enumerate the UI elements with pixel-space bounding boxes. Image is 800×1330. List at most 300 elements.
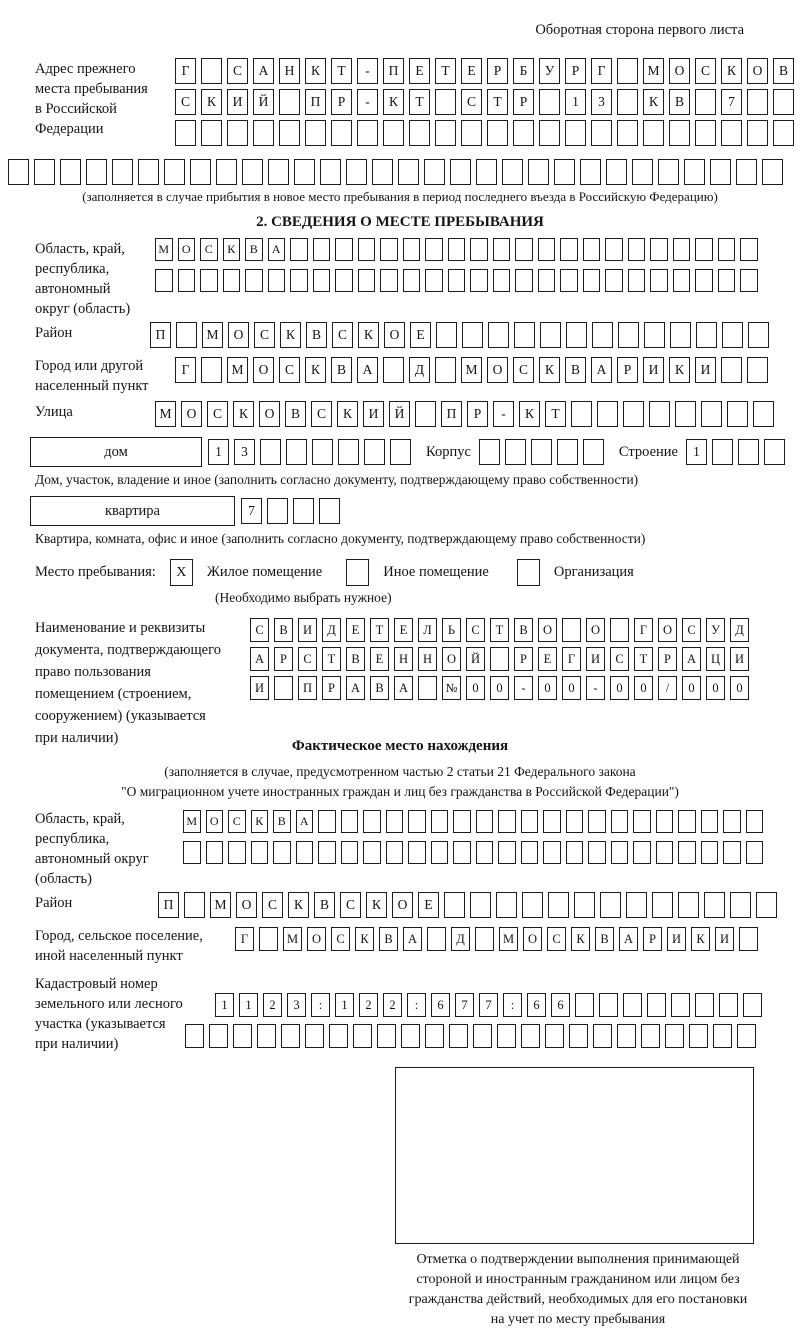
char-cell[interactable] — [363, 841, 381, 864]
char-cell[interactable]: Р — [331, 89, 352, 115]
char-cell[interactable] — [539, 89, 560, 115]
char-cell[interactable] — [476, 810, 494, 833]
char-cell[interactable]: Р — [643, 927, 662, 951]
char-cell[interactable] — [296, 841, 314, 864]
char-cell[interactable]: Г — [175, 357, 196, 383]
char-cell[interactable] — [562, 618, 581, 642]
char-cell[interactable] — [618, 322, 639, 348]
char-cell[interactable] — [450, 159, 471, 185]
char-cell[interactable]: Т — [634, 647, 653, 671]
char-cell[interactable]: К — [643, 89, 664, 115]
char-cell[interactable]: 2 — [383, 993, 402, 1017]
char-cell[interactable]: Е — [461, 58, 482, 84]
char-cell[interactable]: Д — [730, 618, 749, 642]
char-cell[interactable]: : — [311, 993, 330, 1017]
char-cell[interactable]: И — [227, 89, 248, 115]
char-cell[interactable]: С — [262, 892, 283, 918]
char-cell[interactable] — [611, 841, 629, 864]
char-cell[interactable] — [461, 120, 482, 146]
char-cell[interactable]: С — [298, 647, 317, 671]
char-cell[interactable]: Й — [253, 89, 274, 115]
char-cell[interactable]: / — [658, 676, 677, 700]
char-cell[interactable]: 6 — [527, 993, 546, 1017]
char-cell[interactable]: 1 — [215, 993, 234, 1017]
char-cell[interactable]: У — [539, 58, 560, 84]
char-cell[interactable] — [358, 269, 376, 292]
char-cell[interactable]: В — [565, 357, 586, 383]
char-cell[interactable] — [673, 238, 691, 261]
char-cell[interactable]: К — [669, 357, 690, 383]
char-cell[interactable] — [701, 841, 719, 864]
char-cell[interactable] — [670, 322, 691, 348]
char-cell[interactable] — [209, 1024, 228, 1048]
char-cell[interactable]: С — [311, 401, 332, 427]
char-cell[interactable]: А — [403, 927, 422, 951]
char-cell[interactable]: Т — [487, 89, 508, 115]
char-cell[interactable] — [448, 238, 466, 261]
char-cell[interactable] — [505, 439, 526, 465]
char-cell[interactable]: С — [682, 618, 701, 642]
char-cell[interactable]: Р — [274, 647, 293, 671]
char-cell[interactable] — [704, 892, 725, 918]
char-cell[interactable] — [290, 269, 308, 292]
char-cell[interactable] — [453, 841, 471, 864]
char-cell[interactable] — [628, 238, 646, 261]
char-cell[interactable]: С — [279, 357, 300, 383]
char-cell[interactable] — [747, 89, 768, 115]
char-cell[interactable] — [475, 927, 494, 951]
char-cell[interactable] — [521, 810, 539, 833]
char-cell[interactable]: А — [346, 676, 365, 700]
char-cell[interactable] — [341, 841, 359, 864]
char-cell[interactable] — [605, 269, 623, 292]
char-cell[interactable]: А — [296, 810, 314, 833]
char-cell[interactable] — [545, 1024, 564, 1048]
char-cell[interactable] — [273, 841, 291, 864]
char-cell[interactable] — [606, 159, 627, 185]
char-cell[interactable] — [695, 993, 714, 1017]
char-cell[interactable] — [632, 159, 653, 185]
char-cell[interactable] — [650, 269, 668, 292]
char-cell[interactable]: 0 — [634, 676, 653, 700]
char-cell[interactable]: Е — [394, 618, 413, 642]
char-cell[interactable] — [497, 1024, 516, 1048]
char-cell[interactable] — [424, 159, 445, 185]
char-cell[interactable] — [514, 322, 535, 348]
char-cell[interactable]: 3 — [591, 89, 612, 115]
char-cell[interactable]: В — [669, 89, 690, 115]
char-cell[interactable] — [746, 810, 764, 833]
char-cell[interactable]: - — [586, 676, 605, 700]
char-cell[interactable] — [515, 269, 533, 292]
char-cell[interactable] — [675, 401, 696, 427]
char-cell[interactable]: К — [288, 892, 309, 918]
char-cell[interactable] — [453, 810, 471, 833]
char-cell[interactable] — [112, 159, 133, 185]
char-cell[interactable]: К — [280, 322, 301, 348]
char-cell[interactable] — [164, 159, 185, 185]
char-cell[interactable] — [571, 401, 592, 427]
char-cell[interactable]: П — [298, 676, 317, 700]
char-cell[interactable] — [649, 401, 670, 427]
char-cell[interactable]: Г — [235, 927, 254, 951]
char-cell[interactable]: У — [706, 618, 725, 642]
char-cell[interactable]: К — [721, 58, 742, 84]
char-cell[interactable] — [747, 357, 768, 383]
char-cell[interactable]: И — [695, 357, 716, 383]
char-cell[interactable] — [718, 238, 736, 261]
char-cell[interactable] — [588, 810, 606, 833]
char-cell[interactable]: Д — [451, 927, 470, 951]
char-cell[interactable]: 2 — [359, 993, 378, 1017]
char-cell[interactable]: А — [250, 647, 269, 671]
char-cell[interactable] — [418, 676, 437, 700]
char-cell[interactable]: И — [730, 647, 749, 671]
char-cell[interactable] — [522, 892, 543, 918]
char-cell[interactable] — [730, 892, 751, 918]
char-cell[interactable]: К — [305, 357, 326, 383]
char-cell[interactable]: И — [298, 618, 317, 642]
char-cell[interactable] — [398, 159, 419, 185]
char-cell[interactable]: Г — [634, 618, 653, 642]
char-cell[interactable] — [539, 120, 560, 146]
char-cell[interactable]: С — [461, 89, 482, 115]
char-cell[interactable]: 1 — [686, 439, 707, 465]
char-cell[interactable] — [710, 159, 731, 185]
char-cell[interactable] — [721, 120, 742, 146]
char-cell[interactable]: О — [259, 401, 280, 427]
char-cell[interactable]: Е — [370, 647, 389, 671]
char-cell[interactable] — [617, 120, 638, 146]
char-cell[interactable]: О — [747, 58, 768, 84]
char-cell[interactable] — [696, 322, 717, 348]
char-cell[interactable] — [279, 89, 300, 115]
char-cell[interactable]: И — [586, 647, 605, 671]
char-cell[interactable] — [425, 238, 443, 261]
char-cell[interactable] — [566, 322, 587, 348]
char-cell[interactable]: - — [514, 676, 533, 700]
char-cell[interactable] — [740, 269, 758, 292]
char-cell[interactable] — [470, 238, 488, 261]
char-cell[interactable] — [617, 58, 638, 84]
char-cell[interactable] — [678, 892, 699, 918]
char-cell[interactable] — [279, 120, 300, 146]
char-cell[interactable] — [695, 89, 716, 115]
char-cell[interactable] — [425, 1024, 444, 1048]
char-cell[interactable] — [712, 439, 733, 465]
char-cell[interactable] — [281, 1024, 300, 1048]
char-cell[interactable]: С — [547, 927, 566, 951]
char-cell[interactable] — [380, 238, 398, 261]
char-cell[interactable]: С — [175, 89, 196, 115]
char-cell[interactable]: - — [493, 401, 514, 427]
char-cell[interactable] — [658, 159, 679, 185]
char-cell[interactable]: М — [499, 927, 518, 951]
char-cell[interactable] — [543, 810, 561, 833]
char-cell[interactable] — [60, 159, 81, 185]
other-premises-checkbox[interactable] — [346, 559, 369, 586]
char-cell[interactable] — [294, 159, 315, 185]
char-cell[interactable]: В — [273, 810, 291, 833]
char-cell[interactable] — [260, 439, 281, 465]
char-cell[interactable] — [560, 238, 578, 261]
char-cell[interactable]: С — [340, 892, 361, 918]
char-cell[interactable] — [736, 159, 757, 185]
char-cell[interactable]: Г — [591, 58, 612, 84]
char-cell[interactable] — [498, 841, 516, 864]
char-cell[interactable] — [641, 1024, 660, 1048]
char-cell[interactable]: К — [201, 89, 222, 115]
char-cell[interactable] — [448, 269, 466, 292]
char-cell[interactable]: М — [283, 927, 302, 951]
char-cell[interactable] — [554, 159, 575, 185]
char-cell[interactable] — [86, 159, 107, 185]
char-cell[interactable] — [313, 269, 331, 292]
char-cell[interactable] — [290, 238, 308, 261]
char-cell[interactable]: С — [250, 618, 269, 642]
char-cell[interactable] — [335, 238, 353, 261]
char-cell[interactable] — [566, 810, 584, 833]
char-cell[interactable] — [617, 89, 638, 115]
char-cell[interactable]: М — [210, 892, 231, 918]
char-cell[interactable] — [650, 238, 668, 261]
char-cell[interactable]: М — [183, 810, 201, 833]
char-cell[interactable]: А — [591, 357, 612, 383]
char-cell[interactable] — [722, 322, 743, 348]
char-cell[interactable] — [569, 1024, 588, 1048]
char-cell[interactable] — [200, 269, 218, 292]
char-cell[interactable]: Н — [279, 58, 300, 84]
char-cell[interactable]: 0 — [562, 676, 581, 700]
char-cell[interactable] — [531, 439, 552, 465]
char-cell[interactable]: К — [251, 810, 269, 833]
char-cell[interactable]: М — [227, 357, 248, 383]
char-cell[interactable]: 0 — [490, 676, 509, 700]
char-cell[interactable] — [363, 810, 381, 833]
char-cell[interactable]: О — [392, 892, 413, 918]
char-cell[interactable] — [665, 1024, 684, 1048]
char-cell[interactable] — [611, 810, 629, 833]
char-cell[interactable]: С — [466, 618, 485, 642]
char-cell[interactable] — [431, 810, 449, 833]
char-cell[interactable] — [713, 1024, 732, 1048]
char-cell[interactable] — [737, 1024, 756, 1048]
char-cell[interactable] — [493, 269, 511, 292]
char-cell[interactable] — [274, 676, 293, 700]
char-cell[interactable] — [538, 238, 556, 261]
char-cell[interactable] — [357, 120, 378, 146]
char-cell[interactable]: 0 — [730, 676, 749, 700]
char-cell[interactable] — [583, 269, 601, 292]
char-cell[interactable] — [312, 439, 333, 465]
char-cell[interactable] — [377, 1024, 396, 1048]
char-cell[interactable]: 0 — [706, 676, 725, 700]
char-cell[interactable] — [647, 993, 666, 1017]
char-cell[interactable] — [380, 269, 398, 292]
char-cell[interactable]: А — [619, 927, 638, 951]
char-cell[interactable] — [575, 993, 594, 1017]
char-cell[interactable] — [313, 238, 331, 261]
char-cell[interactable] — [329, 1024, 348, 1048]
char-cell[interactable] — [718, 269, 736, 292]
char-cell[interactable]: 0 — [466, 676, 485, 700]
char-cell[interactable]: О — [538, 618, 557, 642]
char-cell[interactable] — [318, 841, 336, 864]
char-cell[interactable]: Е — [410, 322, 431, 348]
char-cell[interactable] — [305, 120, 326, 146]
char-cell[interactable]: 1 — [239, 993, 258, 1017]
char-cell[interactable]: Т — [545, 401, 566, 427]
char-cell[interactable] — [689, 1024, 708, 1048]
char-cell[interactable] — [425, 269, 443, 292]
char-cell[interactable] — [515, 238, 533, 261]
char-cell[interactable]: К — [691, 927, 710, 951]
char-cell[interactable]: 1 — [565, 89, 586, 115]
char-cell[interactable] — [723, 841, 741, 864]
char-cell[interactable] — [695, 238, 713, 261]
char-cell[interactable]: И — [643, 357, 664, 383]
char-cell[interactable]: Р — [467, 401, 488, 427]
char-cell[interactable] — [401, 1024, 420, 1048]
char-cell[interactable] — [488, 322, 509, 348]
char-cell[interactable]: Р — [487, 58, 508, 84]
char-cell[interactable]: О — [253, 357, 274, 383]
char-cell[interactable]: М — [202, 322, 223, 348]
char-cell[interactable] — [723, 810, 741, 833]
char-cell[interactable]: А — [357, 357, 378, 383]
char-cell[interactable] — [739, 927, 758, 951]
char-cell[interactable] — [470, 269, 488, 292]
char-cell[interactable]: С — [254, 322, 275, 348]
char-cell[interactable] — [490, 647, 509, 671]
char-cell[interactable]: 3 — [234, 439, 255, 465]
char-cell[interactable]: И — [363, 401, 384, 427]
char-cell[interactable]: В — [274, 618, 293, 642]
char-cell[interactable] — [268, 269, 286, 292]
char-cell[interactable] — [773, 120, 794, 146]
char-cell[interactable] — [652, 892, 673, 918]
char-cell[interactable] — [390, 439, 411, 465]
char-cell[interactable]: 2 — [263, 993, 282, 1017]
char-cell[interactable]: С — [332, 322, 353, 348]
char-cell[interactable] — [427, 927, 446, 951]
char-cell[interactable] — [626, 892, 647, 918]
char-cell[interactable]: 7 — [479, 993, 498, 1017]
char-cell[interactable] — [644, 322, 665, 348]
char-cell[interactable] — [543, 841, 561, 864]
char-cell[interactable]: Р — [617, 357, 638, 383]
char-cell[interactable] — [623, 401, 644, 427]
char-cell[interactable]: О — [384, 322, 405, 348]
char-cell[interactable] — [259, 927, 278, 951]
char-cell[interactable]: К — [355, 927, 374, 951]
char-cell[interactable]: И — [667, 927, 686, 951]
char-cell[interactable] — [216, 159, 237, 185]
char-cell[interactable]: О — [658, 618, 677, 642]
char-cell[interactable] — [628, 269, 646, 292]
char-cell[interactable]: С — [227, 58, 248, 84]
char-cell[interactable] — [346, 159, 367, 185]
char-cell[interactable] — [206, 841, 224, 864]
char-cell[interactable] — [176, 322, 197, 348]
char-cell[interactable]: О — [586, 618, 605, 642]
char-cell[interactable]: Р — [513, 89, 534, 115]
char-cell[interactable] — [286, 439, 307, 465]
char-cell[interactable] — [257, 1024, 276, 1048]
char-cell[interactable]: Й — [466, 647, 485, 671]
char-cell[interactable]: В — [331, 357, 352, 383]
char-cell[interactable]: В — [514, 618, 533, 642]
char-cell[interactable] — [462, 322, 483, 348]
char-cell[interactable] — [528, 159, 549, 185]
char-cell[interactable]: С — [610, 647, 629, 671]
char-cell[interactable] — [633, 841, 651, 864]
char-cell[interactable] — [436, 322, 457, 348]
char-cell[interactable] — [493, 238, 511, 261]
char-cell[interactable] — [431, 841, 449, 864]
char-cell[interactable] — [513, 120, 534, 146]
char-cell[interactable]: № — [442, 676, 461, 700]
char-cell[interactable]: Р — [514, 647, 533, 671]
char-cell[interactable] — [721, 357, 742, 383]
char-cell[interactable] — [566, 841, 584, 864]
char-cell[interactable] — [473, 1024, 492, 1048]
char-cell[interactable] — [409, 120, 430, 146]
char-cell[interactable] — [588, 841, 606, 864]
char-cell[interactable]: О — [228, 322, 249, 348]
char-cell[interactable] — [738, 439, 759, 465]
char-cell[interactable]: В — [370, 676, 389, 700]
char-cell[interactable] — [773, 89, 794, 115]
char-cell[interactable] — [487, 120, 508, 146]
char-cell[interactable] — [253, 120, 274, 146]
char-cell[interactable]: О — [236, 892, 257, 918]
char-cell[interactable] — [449, 1024, 468, 1048]
char-cell[interactable] — [201, 120, 222, 146]
char-cell[interactable]: 7 — [721, 89, 742, 115]
char-cell[interactable]: Т — [370, 618, 389, 642]
char-cell[interactable] — [34, 159, 55, 185]
char-cell[interactable]: 0 — [538, 676, 557, 700]
char-cell[interactable] — [565, 120, 586, 146]
char-cell[interactable] — [656, 841, 674, 864]
char-cell[interactable] — [684, 159, 705, 185]
residential-checkbox[interactable]: X — [170, 559, 193, 586]
char-cell[interactable]: О — [669, 58, 690, 84]
char-cell[interactable] — [358, 238, 376, 261]
char-cell[interactable]: П — [158, 892, 179, 918]
char-cell[interactable] — [574, 892, 595, 918]
char-cell[interactable]: О — [487, 357, 508, 383]
char-cell[interactable] — [498, 810, 516, 833]
char-cell[interactable] — [600, 892, 621, 918]
char-cell[interactable]: И — [250, 676, 269, 700]
char-cell[interactable] — [338, 439, 359, 465]
char-cell[interactable] — [476, 159, 497, 185]
char-cell[interactable]: А — [394, 676, 413, 700]
char-cell[interactable] — [557, 439, 578, 465]
char-cell[interactable]: Н — [394, 647, 413, 671]
char-cell[interactable] — [617, 1024, 636, 1048]
char-cell[interactable]: Е — [409, 58, 430, 84]
char-cell[interactable]: К — [233, 401, 254, 427]
char-cell[interactable] — [223, 269, 241, 292]
char-cell[interactable]: Т — [435, 58, 456, 84]
char-cell[interactable] — [743, 993, 762, 1017]
char-cell[interactable] — [341, 810, 359, 833]
char-cell[interactable] — [318, 810, 336, 833]
char-cell[interactable]: Б — [513, 58, 534, 84]
